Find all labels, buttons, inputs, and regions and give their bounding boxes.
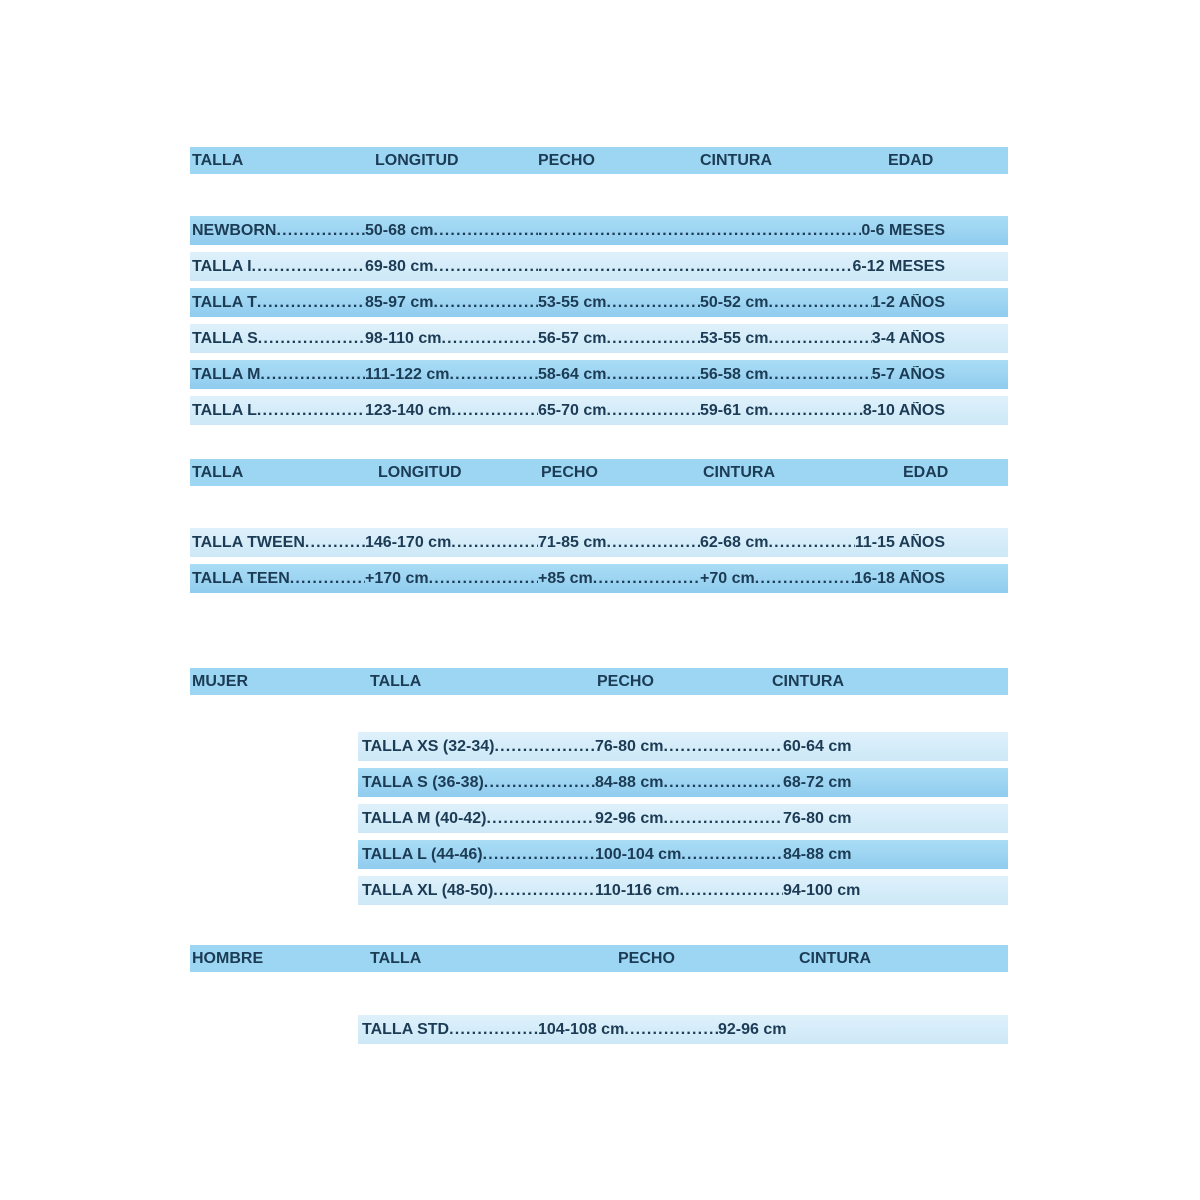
table-row-talla-l xyxy=(190,396,1008,425)
cell-pecho: 58-64 cm xyxy=(538,365,607,383)
dot-leader xyxy=(607,534,701,552)
column-header-edad: EDAD xyxy=(888,151,934,169)
cell-longitud: 123-140 cm xyxy=(365,401,452,419)
cell-cintura: 92-96 cm xyxy=(718,1020,787,1038)
cell-talla: TALLA S (36-38) xyxy=(362,773,484,791)
cell-cintura: 84-88 cm xyxy=(783,845,852,863)
dot-leader xyxy=(486,810,595,828)
dot-leader xyxy=(769,330,872,348)
dot-leader xyxy=(450,366,538,384)
dot-leader xyxy=(624,1021,718,1039)
column-header-pecho: PECHO xyxy=(597,672,654,690)
dot-leader xyxy=(258,330,365,348)
dot-leader xyxy=(700,222,861,240)
dot-leader xyxy=(681,846,783,864)
column-header-edad: EDAD xyxy=(903,463,949,481)
column-header-pecho: PECHO xyxy=(538,151,595,169)
cell-pecho: 104-108 cm xyxy=(538,1020,625,1038)
dot-leader xyxy=(257,402,365,420)
table-row-talla-t xyxy=(190,288,1008,317)
cell-cintura: 94-100 cm xyxy=(783,881,861,899)
column-header-mujer: MUJER xyxy=(192,672,249,690)
cell-edad: 0-6 MESES xyxy=(861,221,945,239)
cell-longitud: 146-170 cm xyxy=(365,533,452,551)
dot-leader xyxy=(664,810,784,828)
column-header-cintura: CINTURA xyxy=(700,151,772,169)
cell-talla: TALLA TWEEN xyxy=(192,533,305,551)
dot-leader xyxy=(484,774,595,792)
table-row-talla-i xyxy=(190,252,1008,281)
column-header-cintura: CINTURA xyxy=(703,463,775,481)
table-row-mujer-l xyxy=(358,840,1008,869)
cell-cintura: +70 cm xyxy=(700,569,755,587)
dot-leader xyxy=(483,846,595,864)
dot-leader xyxy=(290,570,365,588)
cell-talla: TALLA L (44-46) xyxy=(362,845,483,863)
column-header-talla: TALLA xyxy=(192,151,244,169)
cell-talla: TALLA STD xyxy=(362,1020,450,1038)
table-row-teen xyxy=(190,564,1008,593)
dot-leader xyxy=(769,534,855,552)
cell-pecho: 110-116 cm xyxy=(595,881,680,899)
cell-cintura: 68-72 cm xyxy=(783,773,852,791)
table-row-talla-m xyxy=(190,360,1008,389)
cell-talla: TALLA L xyxy=(192,401,257,419)
table-row-mujer-xs xyxy=(358,732,1008,761)
cell-longitud: 111-122 cm xyxy=(365,365,450,383)
dot-leader xyxy=(664,774,784,792)
cell-pecho: 56-57 cm xyxy=(538,329,607,347)
dot-leader xyxy=(769,402,863,420)
cell-edad: 1-2 AÑOS xyxy=(871,293,945,311)
cell-edad: 5-7 AÑOS xyxy=(871,365,945,383)
column-header-longitud: LONGITUD xyxy=(375,151,459,169)
cell-pecho: 92-96 cm xyxy=(595,809,664,827)
table-row-tween xyxy=(190,528,1008,557)
cell-edad: 11-15 AÑOS xyxy=(854,533,945,551)
cell-talla: TALLA M xyxy=(192,365,261,383)
dot-leader xyxy=(538,258,700,276)
cell-edad: 6-12 MESES xyxy=(852,257,945,275)
column-header-pecho: PECHO xyxy=(541,463,598,481)
cell-longitud: 50-68 cm xyxy=(365,221,434,239)
cell-cintura: 53-55 cm xyxy=(700,329,769,347)
cell-pecho: 53-55 cm xyxy=(538,293,607,311)
dot-leader xyxy=(260,366,365,384)
cell-cintura: 50-52 cm xyxy=(700,293,769,311)
dot-leader xyxy=(305,534,365,552)
column-header-talla: TALLA xyxy=(370,672,422,690)
dot-leader xyxy=(257,294,365,312)
dot-leader xyxy=(451,402,538,420)
kids-table-header xyxy=(190,147,1008,174)
cell-pecho: +85 cm xyxy=(538,569,593,587)
table-row-mujer-m xyxy=(358,804,1008,833)
dot-leader xyxy=(680,882,783,900)
dot-leader xyxy=(252,258,365,276)
column-header-talla: TALLA xyxy=(192,463,244,481)
dot-leader xyxy=(276,222,365,240)
table-row-newborn xyxy=(190,216,1008,245)
column-header-pecho: PECHO xyxy=(618,949,675,967)
dot-leader xyxy=(769,294,872,312)
cell-longitud: 98-110 cm xyxy=(365,329,442,347)
cell-talla: TALLA XS (32-34) xyxy=(362,737,495,755)
dot-leader xyxy=(538,222,700,240)
cell-talla: TALLA T xyxy=(192,293,257,311)
hombre-table-header xyxy=(190,945,1008,972)
cell-edad: 8-10 AÑOS xyxy=(862,401,945,419)
column-header-cintura: CINTURA xyxy=(799,949,871,967)
dot-leader xyxy=(607,366,701,384)
cell-pecho: 76-80 cm xyxy=(595,737,664,755)
cell-pecho: 71-85 cm xyxy=(538,533,607,551)
dot-leader xyxy=(607,294,701,312)
teen-table-header xyxy=(190,459,1008,486)
cell-longitud: 69-80 cm xyxy=(365,257,434,275)
cell-longitud: 85-97 cm xyxy=(365,293,434,311)
dot-leader xyxy=(700,258,853,276)
cell-talla: TALLA XL (48-50) xyxy=(362,881,494,899)
cell-talla: TALLA M (40-42) xyxy=(362,809,487,827)
cell-pecho: 100-104 cm xyxy=(595,845,682,863)
cell-edad: 16-18 AÑOS xyxy=(854,569,945,587)
table-row-mujer-s xyxy=(358,768,1008,797)
mujer-table-header xyxy=(190,668,1008,695)
dot-leader xyxy=(434,258,539,276)
dot-leader xyxy=(493,882,595,900)
column-header-hombre: HOMBRE xyxy=(192,949,264,967)
dot-leader xyxy=(449,1021,538,1039)
table-row-hombre-std xyxy=(358,1015,1008,1044)
cell-cintura: 60-64 cm xyxy=(783,737,852,755)
table-row-talla-s xyxy=(190,324,1008,353)
cell-cintura: 76-80 cm xyxy=(783,809,852,827)
cell-talla: TALLA I xyxy=(192,257,252,275)
dot-leader xyxy=(769,366,872,384)
dot-leader xyxy=(607,330,701,348)
dot-leader xyxy=(755,570,854,588)
dot-leader xyxy=(451,534,538,552)
cell-pecho: 65-70 cm xyxy=(538,401,607,419)
cell-edad: 3-4 AÑOS xyxy=(871,329,945,347)
dot-leader xyxy=(494,738,595,756)
cell-cintura: 56-58 cm xyxy=(700,365,769,383)
dot-leader xyxy=(434,222,539,240)
cell-cintura: 59-61 cm xyxy=(700,401,769,419)
column-header-cintura: CINTURA xyxy=(772,672,844,690)
table-row-mujer-xl xyxy=(358,876,1008,905)
dot-leader xyxy=(434,294,539,312)
cell-talla: TALLA TEEN xyxy=(192,569,290,587)
dot-leader xyxy=(664,738,784,756)
cell-talla: TALLA S xyxy=(192,329,258,347)
cell-pecho: 84-88 cm xyxy=(595,773,664,791)
cell-talla: NEWBORN xyxy=(192,221,277,239)
column-header-talla: TALLA xyxy=(370,949,422,967)
cell-longitud: +170 cm xyxy=(365,569,429,587)
dot-leader xyxy=(607,402,701,420)
cell-cintura: 62-68 cm xyxy=(700,533,769,551)
column-header-longitud: LONGITUD xyxy=(378,463,462,481)
dot-leader xyxy=(593,570,700,588)
dot-leader xyxy=(442,330,538,348)
dot-leader xyxy=(429,570,538,588)
